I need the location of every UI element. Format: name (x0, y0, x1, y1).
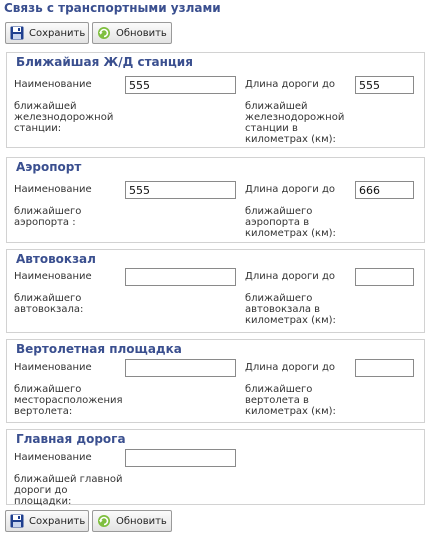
floppy-disk-icon (10, 514, 24, 528)
heli-distance-label: Длина дороги до ближайшего вертолета в километрах (км): (245, 362, 336, 417)
save-button-label: Сохранить (29, 515, 86, 527)
airport-name-input[interactable] (125, 181, 236, 199)
save-button[interactable] (5, 510, 89, 532)
section-bus-station (6, 249, 425, 333)
section-title: Аэропорт (16, 160, 82, 174)
refresh-icon (97, 26, 111, 40)
section-title: Автовокзал (16, 252, 96, 266)
section-rail-station (6, 52, 425, 148)
airport-name-label: Наименование ближайшего аэропорта : (14, 184, 92, 228)
bus-name-input[interactable] (125, 268, 236, 286)
section-title: Ближайшая Ж/Д станция (16, 55, 193, 69)
toolbar-bottom (5, 510, 172, 532)
page-title: Связь с транспортными узлами (4, 1, 221, 15)
section-main-road (6, 429, 425, 505)
bus-distance-label: Длина дороги до ближайшего автовокзала в километрах (км): (245, 271, 336, 326)
rail-name-label: Наименование ближайшей железнодорожной станции: (14, 79, 114, 134)
section-heliport (6, 339, 425, 423)
heli-distance-input[interactable] (355, 359, 414, 377)
section-airport (6, 157, 425, 243)
rail-distance-label: Длина дороги до ближайшей железнодорожной станции в километрах (км): (245, 79, 345, 145)
floppy-disk-icon (10, 26, 24, 40)
refresh-icon (97, 514, 111, 528)
refresh-button[interactable] (92, 22, 172, 44)
road-name-label: Наименование ближайшей главной дороги до площадки: (14, 452, 123, 507)
rail-distance-input[interactable] (355, 76, 414, 94)
road-name-input[interactable] (125, 449, 236, 467)
refresh-button-label: Обновить (116, 27, 167, 39)
airport-distance-label: Длина дороги до ближайшего аэропорта в километрах (км): (245, 184, 336, 239)
refresh-button-label: Обновить (116, 515, 167, 527)
toolbar-top (5, 22, 172, 44)
save-button[interactable] (5, 22, 89, 44)
section-title: Главная дорога (16, 432, 126, 446)
rail-name-input[interactable] (125, 76, 236, 94)
bus-distance-input[interactable] (355, 268, 414, 286)
refresh-button[interactable] (92, 510, 172, 532)
heli-name-input[interactable] (125, 359, 236, 377)
airport-distance-input[interactable] (355, 181, 414, 199)
bus-name-label: Наименование ближайшего автовокзала: (14, 271, 92, 315)
heli-name-label: Наименование ближайшего месторасположения вертолета: (14, 362, 123, 417)
section-title: Вертолетная площадка (16, 342, 182, 356)
save-button-label: Сохранить (29, 27, 86, 39)
